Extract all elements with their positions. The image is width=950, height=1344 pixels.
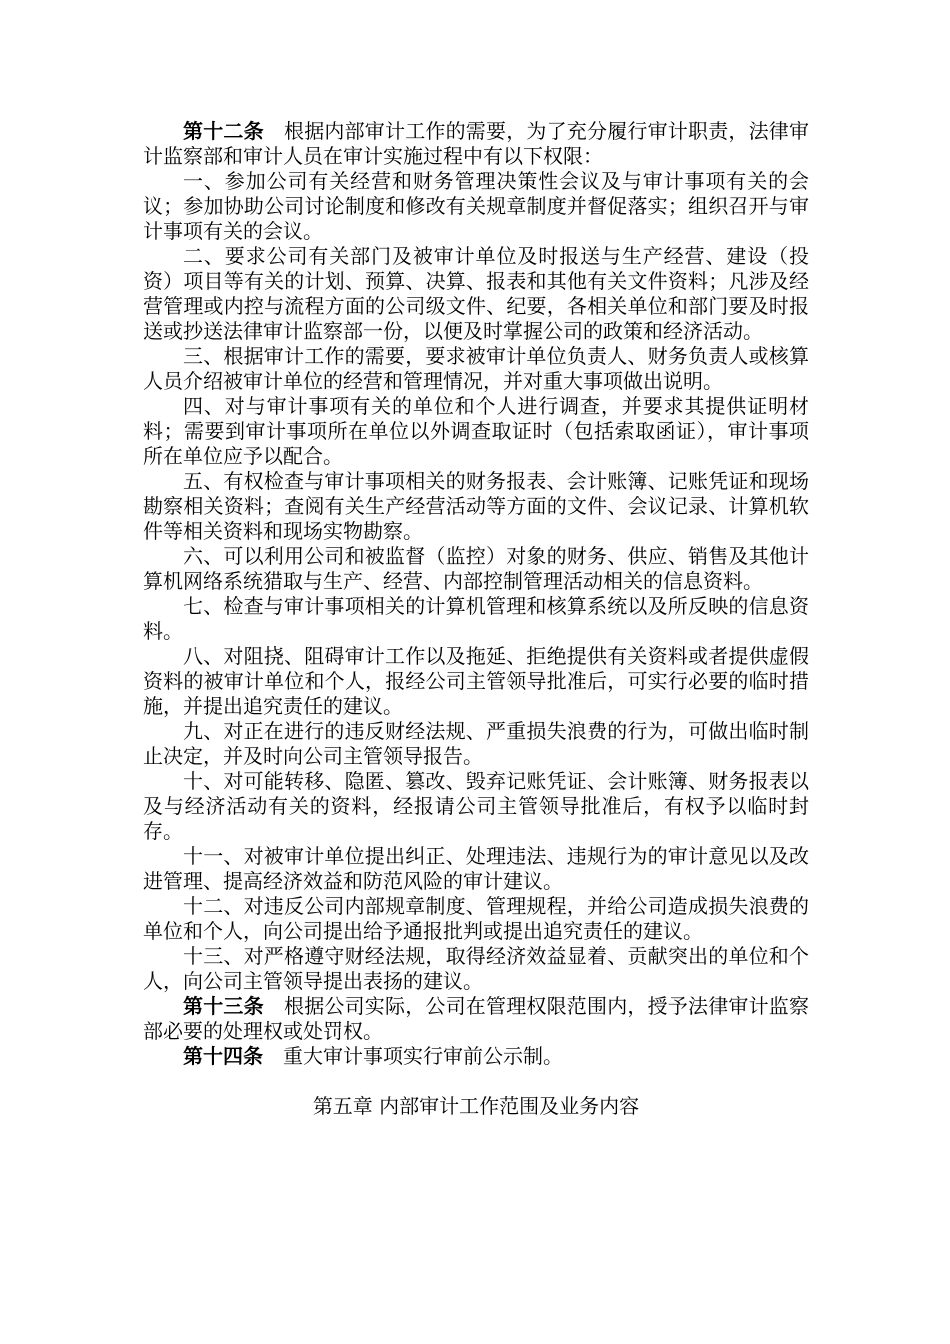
article-12-item-11: 十一、对被审计单位提出纠正、处理违法、违规行为的审计意见以及改进管理、提高经济效益和防范风险的审计建议。 [143,844,809,893]
article-12-item-10: 十、对可能转移、隐匿、篡改、毁弃记账凭证、会计账簿、财务报表以及与经济活动有关的资料，经报请公司主管领导批准后，有权予以临时封存。 [143,769,809,843]
article-13-label: 第十三条 [183,994,264,1018]
article-12-item-13: 十三、对严格遵守财经法规，取得经济效益显着、贡献突出的单位和个人，向公司主管领导提出表扬的建议。 [143,944,809,993]
article-13 [143,994,809,1044]
article-12-item-5: 五、有权检查与审计事项相关的财务报表、会计账簿、记账凭证和现场勘察相关资料；查阅有关生产经营活动等方面的文件、会议记录、计算机软件等相关资料和现场实物勘察。 [143,469,809,543]
article-12-item-3: 三、根据审计工作的需要，要求被审计单位负责人、财务负责人或核算人员介绍被审计单位的经营和管理情况，并对重大事项做出说明。 [143,344,809,393]
article-14-text: 重大审计事项实行审前公示制。 [283,1044,563,1068]
article-12-item-9: 九、对正在进行的违反财经法规、严重损失浪费的行为，可做出临时制止决定，并及时向公司主管领导报告。 [143,719,809,768]
document-page [143,119,809,1119]
article-12-item-8: 八、对阻挠、阻碍审计工作以及拖延、拒绝提供有关资料或者提供虚假资料的被审计单位和个人，报经公司主管领导批准后，可实行必要的临时措施，并提出追究责任的建议。 [143,644,809,718]
article-12-item-6: 六、可以利用公司和被监督（监控）对象的财务、供应、销售及其他计算机网络系统猎取与生产、经营、内部控制管理活动相关的信息资料。 [143,544,809,593]
article-12-item-1: 一、参加公司有关经营和财务管理决策性会议及与审计事项有关的会议；参加协助公司讨论制度和修改有关规章制度并督促落实；组织召开与审计事项有关的会议。 [143,169,809,243]
article-14 [143,1044,809,1069]
article-12-item-2: 二、要求公司有关部门及被审计单位及时报送与生产经营、建设（投资）项目等有关的计划、预算、决算、报表和其他有关文件资料；凡涉及经营管理或内控与流程方面的公司级文件、纪要，各相关单位和部门要及时报送或抄送法律审计监察部一份，以便及时掌握公司的政策和经济活动。 [143,244,809,343]
article-14-label: 第十四条 [183,1044,263,1068]
article-13-text: 根据公司实际，公司在管理权限范围内，授予法律审计监察部必要的处理权或处罚权。 [143,994,810,1043]
article-12 [143,119,809,169]
article-12-item-12: 十二、对违反公司内部规章制度、管理规程，并给公司造成损失浪费的单位和个人，向公司提出给予通报批判或提出追究责任的建议。 [143,894,809,943]
chapter-heading: 第五章 内部审计工作范围及业务内容 [312,1094,640,1118]
article-12-label: 第十二条 [183,119,264,143]
article-12-item-7: 七、检查与审计事项相关的计算机管理和核算系统以及所反映的信息资料。 [143,594,809,643]
article-12-text: 根据内部审计工作的需要，为了充分履行审计职责，法律审计监察部和审计人员在审计实施过程中有以下权限： [143,119,810,168]
article-12-item-4: 四、对与审计事项有关的单位和个人进行调查，并要求其提供证明材料；需要到审计事项所在单位以外调查取证时（包括索取函证），审计事项所在单位应予以配合。 [143,394,809,468]
